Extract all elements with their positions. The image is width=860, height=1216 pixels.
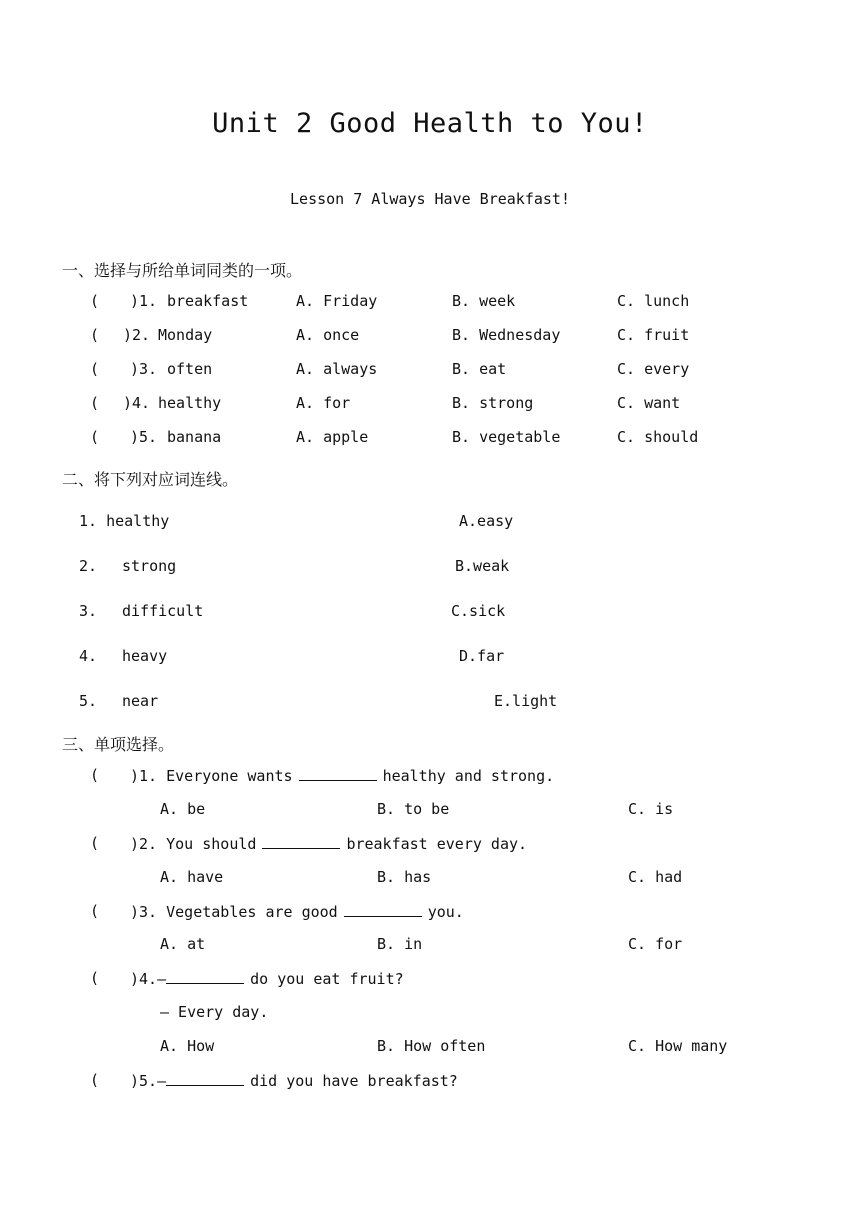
- option-a: A. How: [160, 1037, 215, 1055]
- section2-heading: 二、将下列对应词连线。: [62, 470, 239, 489]
- item-number: )5.: [130, 428, 158, 446]
- question-pre: Everyone wants: [166, 767, 293, 785]
- option-a: A. apple: [296, 428, 369, 446]
- answer-blank: [166, 1071, 244, 1086]
- option-c: C. fruit: [617, 326, 690, 344]
- match-right-b: B.weak: [455, 557, 510, 575]
- match-left-1: 1. healthy: [79, 512, 170, 530]
- lesson-subtitle: Lesson 7 Always Have Breakfast!: [290, 190, 570, 208]
- question-number: )2.: [130, 835, 158, 853]
- question-post: you.: [427, 903, 464, 921]
- item-word: Monday: [158, 326, 213, 344]
- question-number: )3.: [130, 903, 158, 921]
- answer-blank: [166, 969, 244, 984]
- item-number: )4.: [123, 394, 151, 412]
- option-a: A. once: [296, 326, 360, 344]
- option-c: C. lunch: [617, 292, 690, 310]
- match-left-3-word: difficult: [122, 602, 204, 620]
- option-b: B. How often: [377, 1037, 486, 1055]
- dialog-answer: — Every day.: [160, 1003, 269, 1021]
- paren: (: [90, 360, 100, 378]
- question-2: [130, 834, 527, 853]
- option-b: B. week: [452, 292, 516, 310]
- option-c: C. is: [628, 800, 674, 818]
- question-pre: You should: [166, 835, 257, 853]
- option-a: A. always: [296, 360, 378, 378]
- question-number: )1.: [130, 767, 158, 785]
- option-b: B. strong: [452, 394, 534, 412]
- answer-blank: [299, 766, 377, 781]
- question-5: [130, 1071, 458, 1090]
- paren: (: [90, 969, 100, 987]
- item-number: )2.: [123, 326, 151, 344]
- option-a: A. at: [160, 935, 206, 953]
- match-right-c: C.sick: [451, 602, 506, 620]
- item-number: )3.: [130, 360, 158, 378]
- option-c: C. had: [628, 868, 683, 886]
- paren: (: [90, 1071, 100, 1089]
- item-word: often: [167, 360, 213, 378]
- option-a: A. for: [296, 394, 351, 412]
- item-word: healthy: [158, 394, 222, 412]
- question-3: [130, 902, 464, 921]
- question-4: [130, 969, 404, 988]
- option-c: C. should: [617, 428, 699, 446]
- option-b: B. in: [377, 935, 423, 953]
- section1-heading: 一、选择与所给单词同类的一项。: [62, 261, 303, 280]
- paren: (: [90, 394, 100, 412]
- match-left-2-num: 2.: [79, 557, 98, 575]
- question-post: do you eat fruit?: [250, 970, 404, 988]
- match-left-4-word: heavy: [122, 647, 168, 665]
- question-pre: Vegetables are good: [166, 903, 338, 921]
- option-b: B. has: [377, 868, 432, 886]
- match-left-3-num: 3.: [79, 602, 98, 620]
- section3-heading: 三、单项选择。: [62, 735, 175, 754]
- match-left-4-num: 4.: [79, 647, 98, 665]
- answer-blank: [344, 902, 422, 917]
- paren: (: [90, 292, 100, 310]
- item-word: banana: [167, 428, 222, 446]
- option-c: C. for: [628, 935, 683, 953]
- option-a: A. be: [160, 800, 206, 818]
- option-c: C. want: [617, 394, 681, 412]
- option-b: B. to be: [377, 800, 450, 818]
- match-right-a: A.easy: [459, 512, 514, 530]
- paren: (: [90, 902, 100, 920]
- match-right-e: E.light: [494, 692, 558, 710]
- paren: (: [90, 428, 100, 446]
- question-1: [130, 766, 554, 785]
- paren: (: [90, 766, 100, 784]
- question-number: )5.—: [130, 1072, 167, 1090]
- answer-blank: [262, 834, 340, 849]
- item-word: breakfast: [167, 292, 249, 310]
- paren: (: [90, 834, 100, 852]
- page-title: Unit 2 Good Health to You!: [212, 108, 648, 139]
- paren: (: [90, 326, 100, 344]
- item-number: )1.: [130, 292, 158, 310]
- match-right-d: D.far: [459, 647, 505, 665]
- match-left-2-word: strong: [122, 557, 177, 575]
- option-b: B. Wednesday: [452, 326, 561, 344]
- option-b: B. eat: [452, 360, 507, 378]
- match-left-5-num: 5.: [79, 692, 98, 710]
- match-left-5-word: near: [122, 692, 159, 710]
- option-c: C. How many: [628, 1037, 728, 1055]
- option-a: A. have: [160, 868, 224, 886]
- option-a: A. Friday: [296, 292, 378, 310]
- option-c: C. every: [617, 360, 690, 378]
- question-post: did you have breakfast?: [250, 1072, 458, 1090]
- question-post: breakfast every day.: [346, 835, 528, 853]
- question-post: healthy and strong.: [382, 767, 555, 785]
- question-number: )4.—: [130, 970, 167, 988]
- option-b: B. vegetable: [452, 428, 561, 446]
